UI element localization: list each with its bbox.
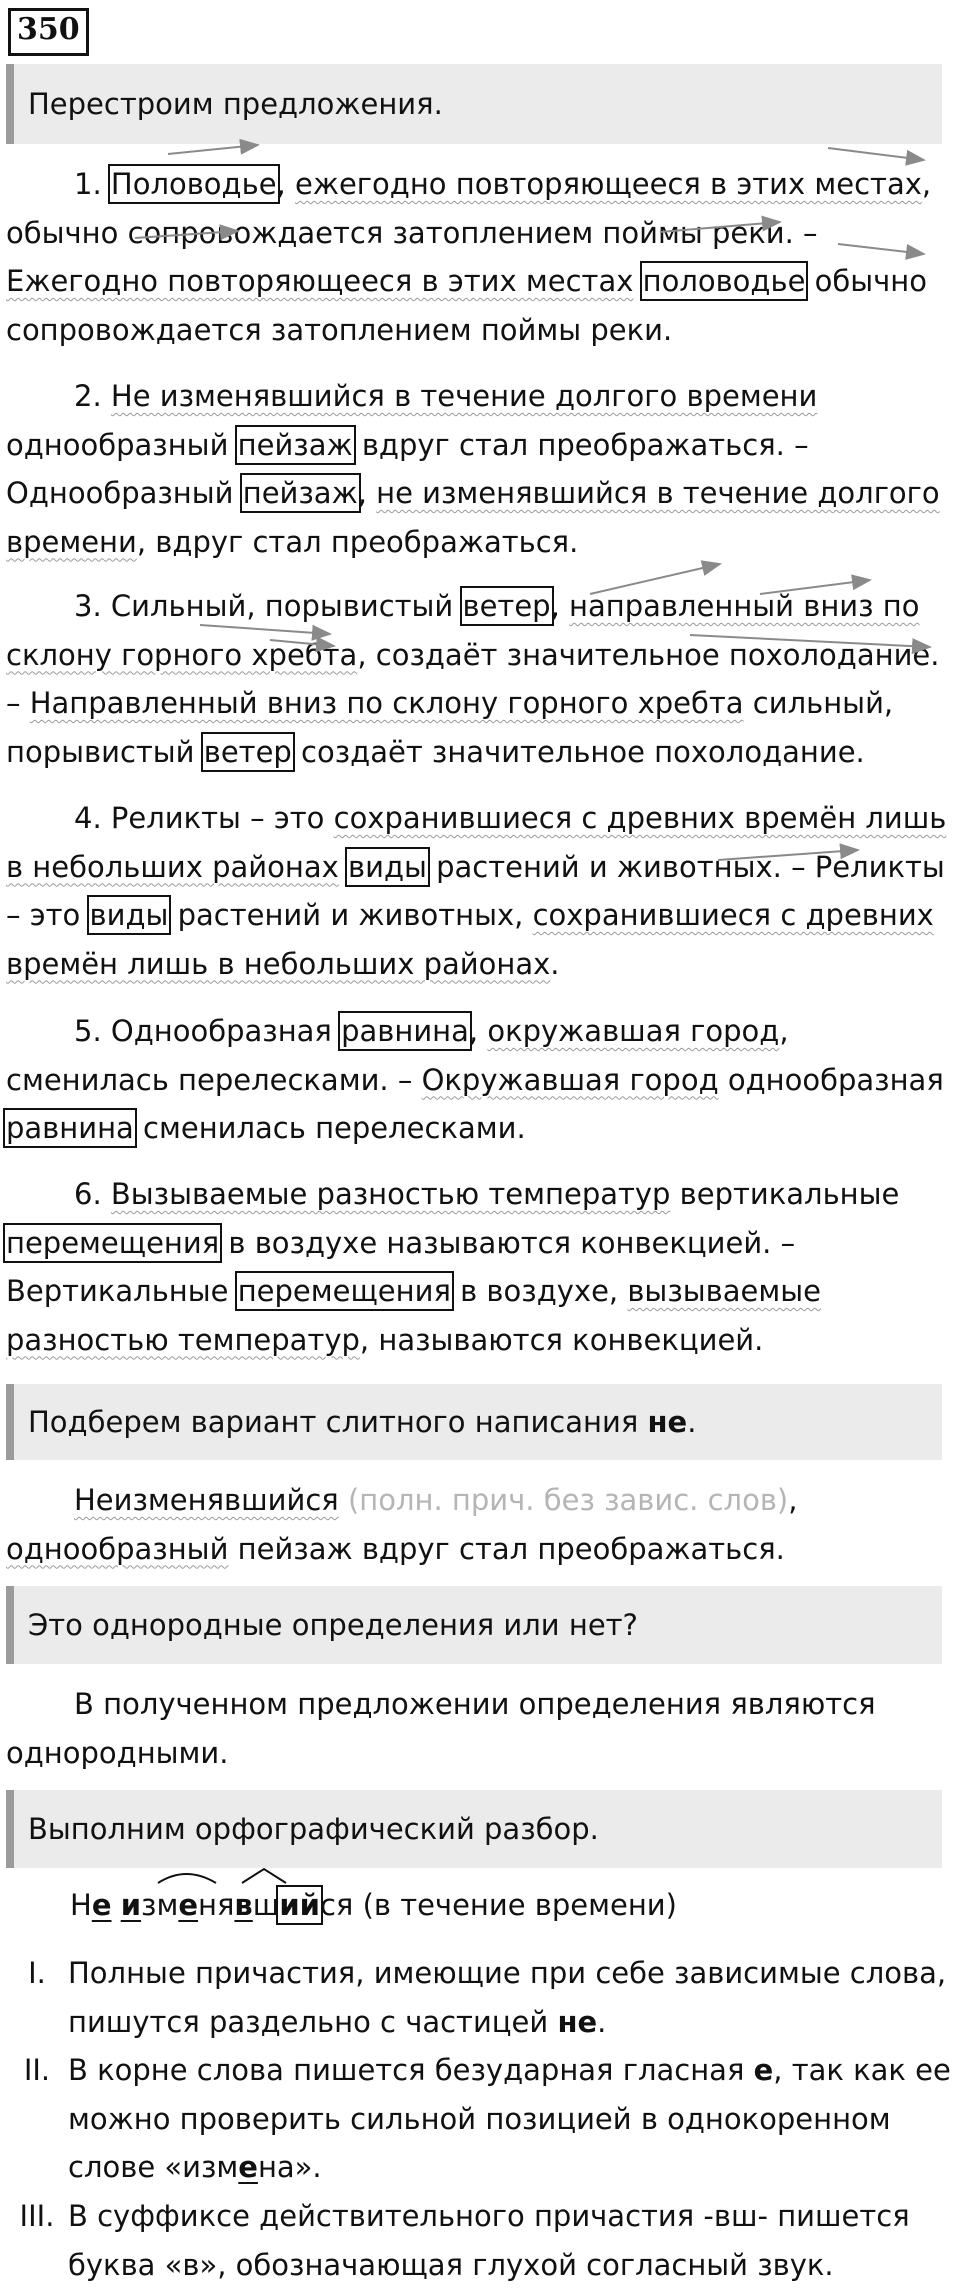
boxed-noun: половодье <box>642 264 806 298</box>
homogeneous-answer: В полученном предложении определения являются однородными. <box>6 1687 876 1770</box>
participial-phrase: ежегодно повторяющееся в этих местах <box>294 167 922 201</box>
boxed-noun: перемещения <box>237 1274 451 1308</box>
morph-word: Не изменявшийся <box>70 1883 353 1927</box>
participial-phrase: Ежегодно повторяющееся в этих местах <box>6 264 634 298</box>
participial-phrase: Направленный вниз по склону горного хребта <box>29 686 744 720</box>
participial-phrase: сохранившиеся с древних времён лишь в небольших районах <box>6 801 947 884</box>
participial-phrase: направленный вниз по склону горного хребта <box>6 589 920 672</box>
rule-item-2: II. В корне слова пишется безударная гласная е, так как ее можно проверить сильной позицией в однокоренном слове «измена». <box>23 2053 951 2184</box>
section-header-spelling <box>6 1384 942 1460</box>
boxed-noun: Половодье <box>110 167 277 201</box>
morpheme-marks <box>70 1867 330 1887</box>
single-participle: Неизменявшийся <box>74 1483 339 1517</box>
sentence-1: 1. Половодье, ежегодно повторяющееся в этих местах, обычно сопровождается затоплением поймы реки. – Ежегодно повторяющееся в этих местах половодье обычно сопровождается затоплением поймы реки. <box>6 167 932 347</box>
participial-phrase: Окружавшая город <box>421 1062 719 1097</box>
rule-item-1: I. Полные причастия, имеющие при себе зависимые слова, пишутся раздельно с частицей не. <box>28 1956 947 2039</box>
boxed-noun: ветер <box>203 734 292 769</box>
section-header-analysis <box>6 1790 942 1868</box>
sentence-3: 3. Сильный, порывистый ветер, направленный вниз по склону горного хребта, создаёт значительное похолодание. – Направленный вниз по склону горного хребта сильный, порывистый ветер создаёт значительное похолодание. <box>6 589 940 769</box>
exercise-number: 350 <box>8 8 89 56</box>
boxed-noun: пейзаж <box>242 476 358 510</box>
boxed-noun: виды <box>89 898 169 932</box>
participial-phrase: Вызываемые разностью температур <box>110 1177 671 1211</box>
participial-phrase: вызываемые разностью температур <box>6 1274 821 1357</box>
sentence-6: 6. Вызываемые разностью температур вертикальные перемещения в воздухе называются конвекцией. – Вертикальные перемещения в воздухе, вызываемые разностью температур, называются конвекцией. <box>6 1177 900 1357</box>
boxed-noun: виды <box>348 849 427 884</box>
merged-variant: Неизменявшийся (полн. прич. без завис. слов), однообразный пейзаж вдруг стал преображаться. <box>6 1483 798 1566</box>
section-title: Это однородные определения или нет? <box>28 1608 638 1642</box>
section-title: Подберем вариант слитного написания не. <box>28 1405 697 1439</box>
participial-phrase: окружавшая город <box>487 1014 780 1048</box>
section-title: Выполним орфографический разбор. <box>28 1812 599 1846</box>
sentence-4: 4. Реликты – это сохранившиеся с древних времён лишь в небольших районах виды растений и животных. – Реликты – это виды растений и животных, сохранившиеся с древних времён лишь в небольших районах. <box>6 801 947 981</box>
section-header-homogeneous <box>6 1586 942 1664</box>
participial-phrase: Не изменявшийся в течение долгого времени <box>110 379 818 413</box>
orthographic-analysis: Не изменявшийся (в течение времени) <box>70 1883 677 1927</box>
section-header-rebuild <box>6 64 942 144</box>
boxed-noun: равнина <box>6 1111 134 1145</box>
sentence-5: 5. Однообразная равнина, окружавшая город, сменилась перелесками. – Окружавшая город однообразная равнина сменилась перелесками. <box>6 1014 944 1145</box>
boxed-noun: перемещения <box>6 1225 220 1260</box>
grammar-note: (полн. прич. без завис. слов) <box>338 1483 789 1517</box>
sentence-2: 2. Не изменявшийся в течение долгого времени однообразный пейзаж вдруг стал преображаться. – Однообразный пейзаж, не изменявшийся в течение долгого времени, вдруг стал преображаться. <box>6 379 940 559</box>
adjective: однообразный <box>6 1531 229 1566</box>
boxed-noun: равнина <box>341 1014 469 1048</box>
rule-item-3: III. В суффиксе действительного причастия -вш- пишется буква «в», обозначающая глухой согласный звук. <box>19 2199 910 2282</box>
participial-phrase: сохранившиеся с древних времён лишь в небольших районах <box>6 898 934 981</box>
boxed-noun: пейзаж <box>237 427 353 462</box>
participial-phrase: не изменявшийся в течение долгого времени <box>6 476 940 559</box>
boxed-noun: ветер <box>462 589 551 623</box>
section-title: Перестроим предложения. <box>28 87 443 121</box>
